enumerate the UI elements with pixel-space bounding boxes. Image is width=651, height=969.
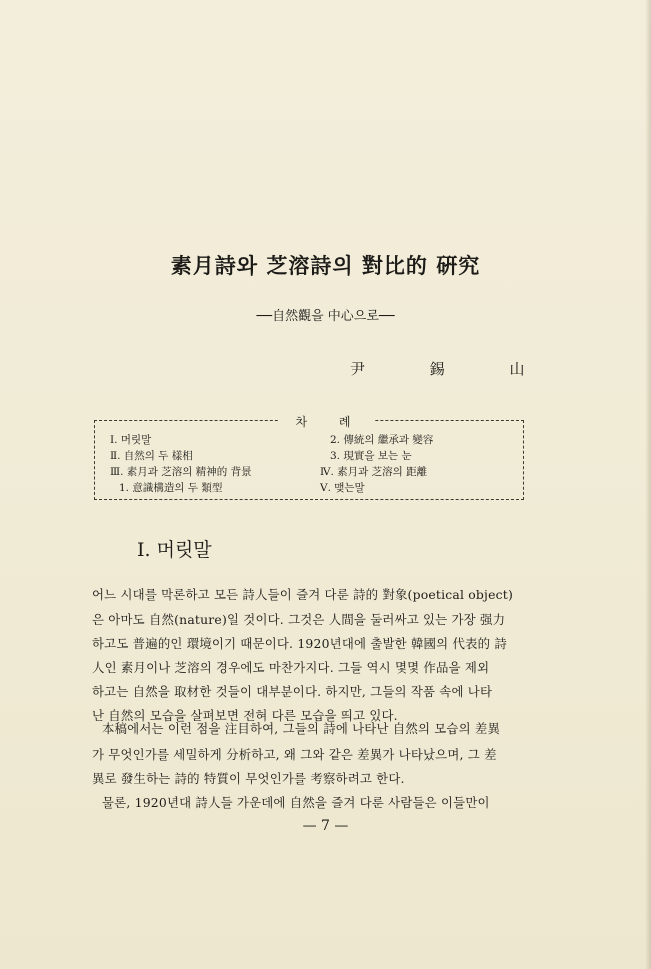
body-line: 本稿에서는 이런 점을 注目하여, 그들의 詩에 나타난 自然의 모습의 差異 bbox=[102, 721, 501, 736]
toc-item-1: Ⅰ. 머릿말 bbox=[110, 434, 152, 446]
table-of-contents-heading: 차 례 bbox=[279, 413, 375, 430]
page-number: — 7 — bbox=[302, 818, 349, 834]
paper-subtitle: ──自然觀을 中心으로── bbox=[256, 309, 395, 324]
body-line: 하고도 普遍的인 環境이기 때문이다. 1920년대에 출발한 韓國의 代表的 詩 bbox=[92, 636, 507, 651]
paper-title: 素月詩와 芝溶詩의 對比的 硏究 bbox=[170, 253, 481, 278]
toc-item-2: Ⅱ. 自然의 두 樣相 bbox=[110, 450, 193, 462]
body-line: 어느 시대를 막론하고 모든 詩人들이 즐겨 다룬 詩的 對象(poetical object) bbox=[92, 587, 513, 602]
toc-item-3-1: 1. 意識構造의 두 類型 bbox=[119, 482, 223, 494]
section-heading: Ⅰ. 머릿말 bbox=[137, 539, 212, 561]
toc-item-4: Ⅳ. 素月과 芝溶의 距離 bbox=[320, 466, 428, 478]
body-line: 난 自然의 모습을 살펴보면 전혀 다른 모습을 띄고 있다. bbox=[92, 708, 398, 723]
toc-item-3-3: 3. 現實을 보는 눈 bbox=[330, 450, 412, 462]
body-line: 가 무엇인가를 세밀하게 分析하고, 왜 그와 같은 差異가 나타났으며, 그 差 bbox=[92, 747, 497, 762]
body-line: 은 아마도 自然(nature)일 것이다. 그것은 人間을 둘러싸고 있는 가장 强力 bbox=[92, 612, 506, 627]
body-line: 하고는 自然을 取材한 것들이 대부분이다. 하지만, 그들의 작품 속에 나타 bbox=[92, 684, 493, 699]
author-name: 尹 錫 山 bbox=[350, 360, 555, 378]
toc-item-5: Ⅴ. 맺는말 bbox=[320, 482, 365, 494]
body-line: 異로 發生하는 詩的 特質이 무엇인가를 考察하려고 한다. bbox=[92, 771, 405, 786]
toc-item-3-2: 2. 傳統의 繼承과 變容 bbox=[330, 434, 434, 446]
toc-item-3: Ⅲ. 素月과 芝溶의 精神的 背景 bbox=[110, 466, 252, 478]
body-line: 人인 素月이나 芝溶의 경우에도 마찬가지다. 그들 역시 몇몇 作品을 제외 bbox=[92, 660, 490, 675]
body-line: 물론, 1920년대 詩人들 가운데에 自然을 즐겨 다룬 사람들은 이들만이 bbox=[102, 795, 490, 810]
